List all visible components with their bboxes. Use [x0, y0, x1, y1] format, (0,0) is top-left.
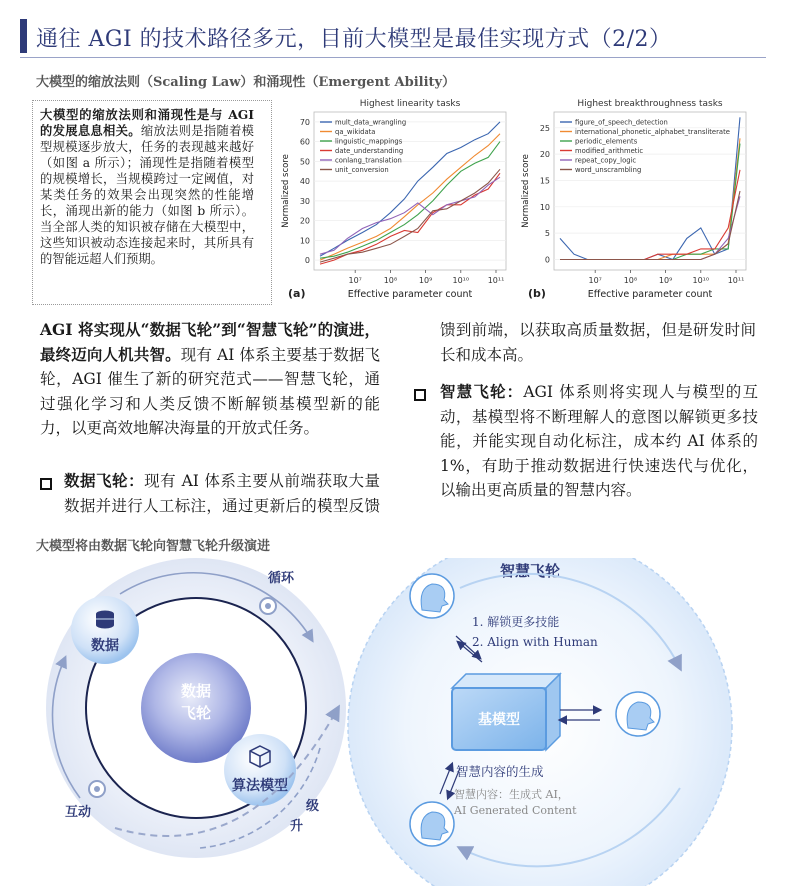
algorithm-node — [224, 734, 296, 806]
legend-entry: international_phonetic_alphabet_transliterate — [575, 128, 730, 136]
section-title-scaling: 大模型的缩放法则（Scaling Law）和涌现性（Emergent Ability） — [36, 75, 456, 90]
chart-panel-2 — [521, 99, 746, 300]
y-tick-label: 0 — [544, 255, 550, 265]
x-axis-label: Effective parameter count — [347, 289, 473, 300]
human-head-icon-right — [616, 692, 660, 736]
scaling-charts-svg — [276, 92, 766, 307]
flywheel-diagram — [20, 558, 786, 886]
bullet-data-flywheel — [64, 469, 380, 518]
x-tick-label: 10⁸ — [383, 276, 398, 285]
center-label-1: 数据 — [180, 682, 212, 700]
x-tick-label: 10⁹ — [418, 276, 433, 285]
legend-entry: repeat_copy_logic — [575, 156, 637, 165]
lead-paragraph — [40, 318, 380, 441]
x-tick-label: 10¹⁰ — [692, 276, 710, 285]
wisdom-step-2: 2. Align with Human — [472, 635, 598, 649]
y-axis-label: Normalized score — [281, 154, 291, 228]
legend-entry: figure_of_speech_detection — [575, 118, 668, 127]
lead-bold: AGI 将实现从“数据飞轮”到“智慧飞轮”的演进，最终迈向人机共智。 — [40, 320, 380, 364]
bullet-wisdom-text: AGI 体系则将实现人与模型的互动，基模型将不断理解人的意图以解锁更多技能，并能实现自动化标注，成本约 AI 体系的 1%，有助于推动数据进行快速迭代与优化，以输出更高质量的智慧内容。 — [440, 383, 758, 499]
x-axis-label: Effective parameter count — [587, 289, 713, 300]
legend-entry: date_understanding — [335, 147, 404, 155]
bullet-square-data — [40, 478, 52, 490]
y-tick-label: 0 — [304, 256, 310, 266]
chart-title: Highest linearity tasks — [359, 99, 461, 109]
bullet-data-text: 现有 AI 体系主要从前端获取大量数据并进行人工标注，通过更新后的模型反馈 — [64, 472, 380, 515]
legend-entry: periodic_elements — [575, 137, 638, 146]
intro-paragraph — [40, 107, 254, 267]
database-icon — [96, 611, 114, 629]
intro-body: 缩放法则是指随着模型规模逐步放大，任务的表现越来越好（如图 a 所示）；涌现性是指随着模型的规模增长，当规模跨过一定阈值，对某类任务的效果会出现突然的性能增长，涌现出新的能力（如图 b 所示）。当全部人类的知识被存储在大模型中，这些知识被动态连接起来时，其所具有的智能远超人们预期。 — [40, 124, 254, 266]
bullet-square-wisdom — [414, 389, 426, 401]
human-head-icon-top — [410, 574, 454, 618]
bullet-wisdom-flywheel — [440, 380, 758, 503]
bullet-wisdom-label: 智慧飞轮： — [440, 382, 524, 401]
loop-label: 循环 — [268, 571, 295, 586]
legend-entry: mult_data_wrangling — [335, 118, 407, 127]
scaling-figure — [276, 92, 766, 307]
bullet-data-flywheel-continued: 馈到前端，以获取高质量数据，但是研发时间长和成本高。 — [440, 321, 756, 364]
data-node-label: 数据 — [91, 638, 119, 654]
x-tick-label: 10⁷ — [588, 276, 602, 285]
content-note-2: AI Generated Content — [454, 804, 577, 817]
upgrade-char-1: 级 — [306, 799, 320, 814]
content-note-1: 智慧内容：生成式 AI， — [454, 788, 569, 801]
legend-entry: modified_arithmetic — [575, 147, 644, 155]
interact-label: 互动 — [65, 805, 92, 820]
y-tick-label: 50 — [299, 157, 310, 167]
y-tick-label: 25 — [539, 123, 550, 133]
center-label-2: 飞轮 — [180, 704, 212, 722]
y-tick-label: 15 — [539, 176, 550, 186]
wisdom-step-1: 1. 解锁更多技能 — [472, 615, 560, 629]
page-title: 通往 AGI 的技术路径多元，目前大模型是最佳实现方式（2/2） — [36, 27, 672, 52]
bullet-data-label: 数据飞轮： — [64, 471, 145, 490]
x-tick-label: 10⁷ — [348, 276, 362, 285]
x-tick-label: 10¹¹ — [487, 276, 505, 285]
y-tick-label: 5 — [544, 229, 550, 239]
x-tick-label: 10⁹ — [658, 276, 673, 285]
legend-entry: word_unscrambling — [575, 166, 642, 174]
header-accent-bar — [20, 19, 27, 53]
algorithm-node-label: 算法模型 — [232, 778, 288, 794]
intro-bold: 大模型的缩放法则和涌现性是与 AGI 的发展息息相关。 — [40, 107, 254, 138]
chart-title: Highest breakthroughness tasks — [577, 99, 723, 109]
legend-entry: qa_wikidata — [335, 128, 376, 136]
generation-label: 智慧内容的生成 — [456, 764, 544, 779]
wisdom-flywheel-title: 智慧飞轮 — [500, 562, 561, 580]
legend-entry: linguistic_mappings — [335, 137, 403, 146]
legend-entry: conlang_translation — [335, 156, 402, 165]
lead-body: 现有 AI 体系主要基于数据飞轮，AGI 催生了新的研究范式——智慧飞轮，通过强化学习和人类反馈不断解锁基模型新的能力，以更高效地解决海量的开放式任务。 — [40, 345, 380, 437]
x-tick-label: 10⁸ — [623, 276, 638, 285]
y-tick-label: 40 — [299, 177, 310, 187]
upgrade-char-2: 升 — [290, 819, 304, 834]
x-tick-label: 10¹¹ — [727, 276, 745, 285]
human-head-icon-bottom — [410, 802, 454, 846]
header-divider — [20, 57, 766, 58]
y-tick-label: 10 — [539, 202, 550, 212]
legend-entry: unit_conversion — [335, 166, 389, 174]
panel-label: (a) — [288, 287, 306, 300]
y-tick-label: 60 — [299, 137, 310, 147]
flywheel-diagram-svg — [20, 558, 786, 886]
y-tick-label: 10 — [299, 236, 310, 246]
y-axis-label: Normalized score — [521, 154, 531, 228]
y-tick-label: 70 — [299, 117, 310, 127]
x-tick-label: 10¹⁰ — [452, 276, 470, 285]
base-model-label: 基模型 — [478, 712, 520, 728]
y-tick-label: 20 — [539, 150, 550, 160]
section-title-flywheel: 大模型将由数据飞轮向智慧飞轮升级演进 — [36, 539, 271, 554]
y-tick-label: 20 — [299, 216, 310, 226]
y-tick-label: 30 — [299, 196, 310, 206]
chart-panel-1 — [281, 99, 506, 300]
panel-label: (b) — [528, 287, 546, 300]
